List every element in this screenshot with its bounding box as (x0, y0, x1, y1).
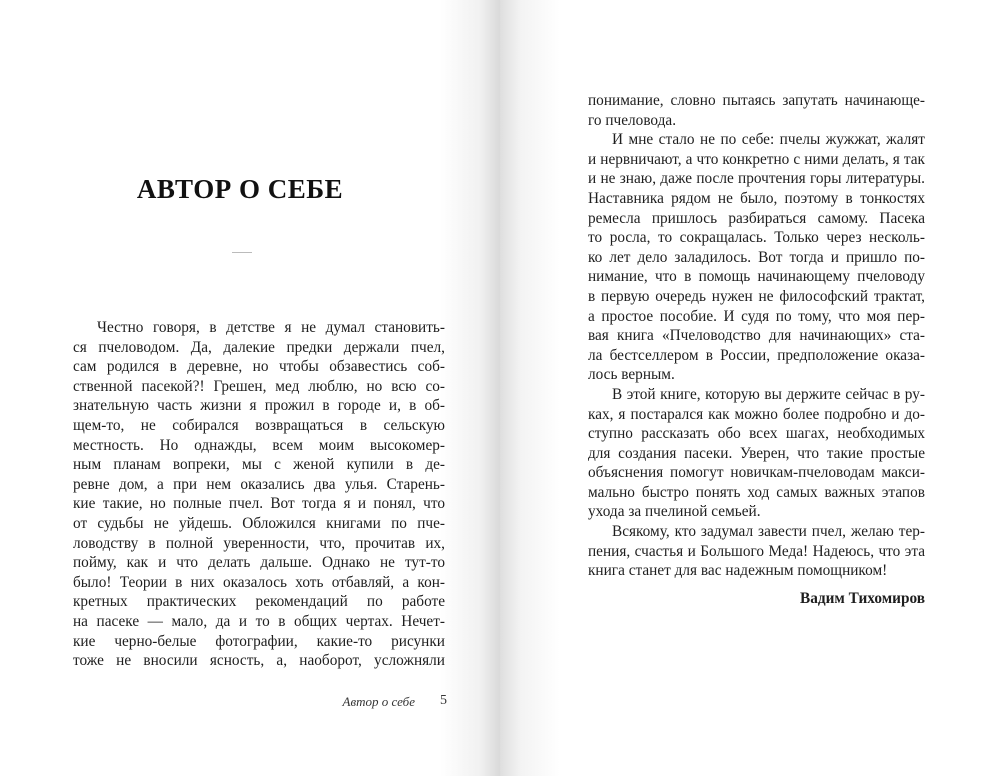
text-line: местность. Но однажды, всем моим высокомер- (73, 436, 445, 454)
text-line: ловодству в полной уверенности, что, прочитав их, (73, 534, 445, 552)
text-line: ках, я постарался как можно более подробно и до- (588, 405, 925, 423)
text-line: объяснения помогут новичкам-пчеловодам макси- (588, 464, 925, 482)
text-line: лось верным. (588, 366, 675, 384)
text-line: ным планам вопреки, мы с женой купили в де- (73, 456, 445, 474)
text-line: кие такие, но полные пчел. Вот тогда я и понял, что (73, 495, 445, 513)
text-line: ухода за пчелиной семьей. (588, 503, 761, 521)
paragraph (588, 91, 925, 130)
text-line: для создания пасеки. Уверен, что такие простые (588, 444, 925, 462)
text-line: Наставника рядом не было, поэтому в тонкостях (588, 189, 925, 207)
text-line: от судьбы не уйдешь. Обложился книгами по пче- (73, 514, 445, 532)
text-line: нимание, что в помощь начинающему пчеловоду (588, 268, 925, 286)
right-body-text (588, 91, 925, 608)
paragraph (588, 522, 925, 581)
text-line: и нервничают, а что конкретно с ними делать, я так (588, 150, 925, 168)
text-line: Всякому, кто задумал завести пчел, желаю тер- (612, 523, 925, 541)
text-line: вая книга «Пчеловодство для начинающих» ста- (588, 327, 925, 345)
text-line: знательную часть жизни я прожил в городе и, в об- (73, 397, 445, 415)
text-line: а простое пособие. И судя по тому, что моя пер- (588, 307, 925, 325)
text-line: и не знаю, даже после прочтения горы литературы. (588, 170, 925, 188)
text-line: кие черно-белые фотографии, какие-то рисунки (73, 632, 445, 650)
text-line: И мне стало не по себе: пчелы жужжат, жалят (612, 131, 925, 149)
right-page (500, 0, 1000, 776)
text-line: сам родился в деревне, но чтобы обзавестись соб- (73, 358, 445, 376)
text-line: на пасеке — мало, да и то в общих чертах. Нечет- (73, 612, 445, 630)
text-line: понимание, словно пытаясь запутать начинающе- (588, 92, 925, 109)
text-line: ступно рассказать обо всех шагах, необходимых (588, 425, 925, 443)
text-line: книга станет для вас надежным помощником! (588, 562, 888, 580)
text-line: ко лет дело заладилось. Вот тогда и пришло по- (588, 248, 925, 266)
text-line: ся пчеловодом. Да, далекие предки держали пчел, (73, 338, 445, 356)
page-number: 5 (440, 693, 447, 708)
author-signature: Вадим Тихомиров (800, 589, 925, 607)
text-line: мально быстро понять ход самых важных этапов (588, 483, 925, 501)
text-line: ла бестселлером в России, предположение оказа- (588, 346, 925, 364)
paragraph (73, 318, 445, 671)
running-head: Автор о себе (342, 694, 415, 709)
chapter-title: АВТОР О СЕБЕ (136, 174, 344, 204)
title-divider (232, 252, 252, 253)
paragraph (588, 385, 925, 522)
text-line: ревне дом, а при нем оказались два улья. Старень- (73, 475, 445, 493)
text-line: в первую очередь нужен не философский трактат, (588, 287, 925, 305)
text-line: то росла, то сокращалась. Только через несколь- (588, 229, 925, 247)
text-line: Честно говоря, в детстве я не думал становить- (97, 319, 445, 336)
text-line: было! Теории в них оказалось хоть отбавляй, а кон- (73, 573, 445, 591)
text-line: кретных практических рекомендаций по работе (73, 593, 445, 611)
text-line: щем-то, не собирался возвращаться в сельскую (73, 416, 445, 434)
paragraph (588, 130, 925, 385)
left-body-text (73, 318, 445, 671)
text-line: ственной пасекой?! Грешен, мед люблю, но всю со- (73, 377, 445, 395)
text-line: пойму, как и что делать дальше. Однако не тут-то (73, 554, 445, 572)
text-line: пения, счастья и Большого Меда! Надеюсь, что эта (588, 542, 925, 560)
text-line: го пчеловода. (588, 111, 677, 129)
text-line: тоже не вносили ясность, а, наоборот, усложняли (73, 652, 445, 670)
text-line: В этой книге, которую вы держите сейчас в ру- (612, 385, 925, 403)
text-line: ремесла пришлось разбираться самому. Пасека (588, 209, 925, 227)
